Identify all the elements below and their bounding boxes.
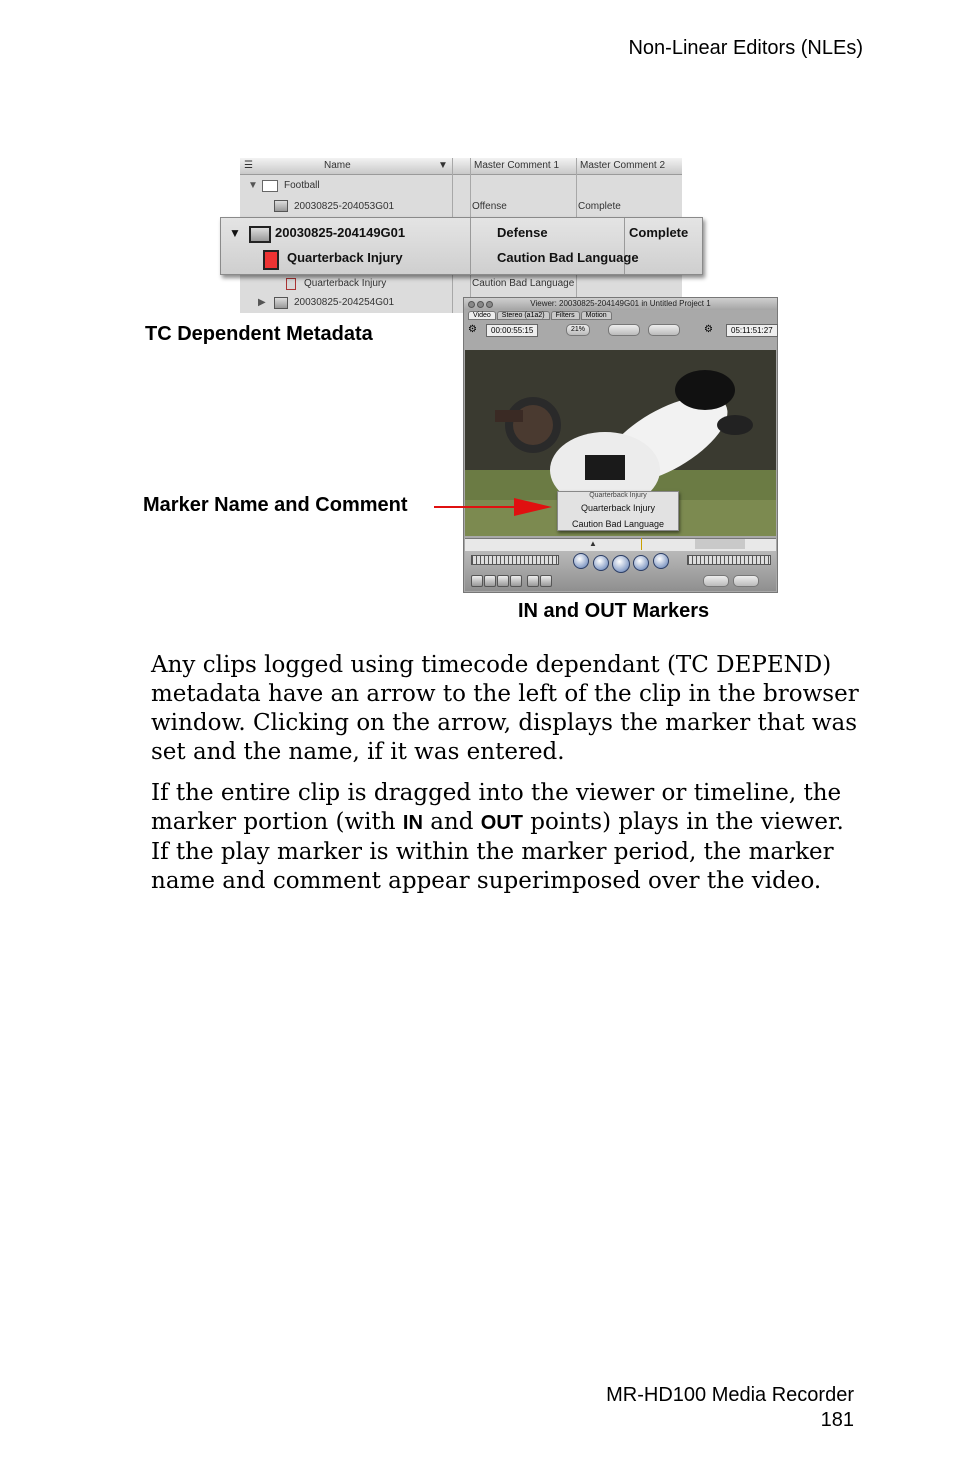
zoom-clip-name: 20030825-204149G01 — [275, 225, 406, 240]
footer-product: MR-HD100 Media Recorder — [606, 1384, 854, 1406]
clip-icon — [249, 226, 271, 243]
add-keyframe-icon — [497, 575, 509, 587]
jog-control — [687, 555, 771, 565]
timecode-duration: 00:00:55:15 — [486, 324, 538, 337]
tab-motion: Motion — [581, 311, 612, 320]
clip-name: 20030825-204053G01 — [294, 201, 395, 212]
view-popup — [608, 324, 640, 336]
marker-comment: Caution Bad Language — [472, 278, 575, 289]
column-master-comment-1: Master Comment 1 — [474, 160, 560, 171]
sort-arrow-icon: ▼ — [438, 160, 448, 171]
in-point-marker-icon: ▲ — [589, 539, 597, 548]
generator-popup — [733, 575, 759, 587]
tab-filters: Filters — [551, 311, 580, 320]
out-point-marker-icon — [695, 539, 745, 549]
folder-icon — [262, 180, 278, 192]
callout-arrow-icon — [434, 496, 556, 520]
zoom-comment-2: Complete — [629, 225, 689, 240]
running-footer — [606, 1383, 854, 1433]
mark-clip-icon — [484, 575, 496, 587]
zoom-marker-name: Quarterback Injury — [287, 250, 403, 265]
paragraph-2 — [151, 779, 861, 896]
paragraph-2-text-b: and — [422, 809, 481, 835]
tab-stereo: Stereo (a1a2) — [497, 311, 550, 320]
zoom-comment-1-line-1: Defense — [497, 225, 548, 240]
page-number: 181 — [820, 1409, 854, 1431]
clip-icon — [274, 297, 288, 309]
bin-name: Football — [284, 180, 320, 191]
marker-name: Quarterback Injury — [304, 278, 387, 289]
overlay-popup — [648, 324, 680, 336]
callout-in-out-markers: IN and OUT Markers — [518, 600, 710, 622]
clip-icon — [274, 200, 288, 212]
transport-controls — [465, 551, 776, 591]
callout-marker-name-comment: Marker Name and Comment — [143, 494, 408, 516]
play-in-out-icon — [593, 555, 609, 571]
clip-comment-2: Complete — [578, 201, 621, 212]
overlay-marker-comment: Caution Bad Language — [571, 519, 665, 529]
viewer-title: Viewer: 20030825-204149G01 in Untitled Project 1 — [530, 299, 711, 308]
paragraph-2-text-a: If the entire clip is dragged into the viewer or timeline, the marker portion (with — [151, 780, 842, 835]
timecode-icon: ⚙ — [704, 324, 713, 335]
column-master-comment-2: Master Comment 2 — [580, 160, 666, 171]
browser-menu-icon: ☰ — [244, 160, 253, 171]
play-icon — [612, 555, 630, 573]
zoom-comment-1-line-2: Caution Bad Language — [497, 250, 639, 265]
timecode-current: 05:11:51:27 — [726, 324, 778, 337]
viewer-screenshot — [463, 297, 778, 593]
marker-icon — [263, 250, 279, 270]
browser-column-header — [240, 158, 682, 175]
column-name: Name — [324, 160, 351, 171]
shuttle-control — [471, 555, 559, 565]
marker-icon — [286, 278, 296, 290]
browser-zoom-detail — [220, 217, 703, 275]
clip-comment-1: Offense — [472, 201, 507, 212]
zoom-popup: 21% — [566, 324, 590, 336]
viewer-title-bar — [464, 298, 777, 310]
paragraph-1: Any clips logged using timecode dependant (TC DEPEND) metadata have an arrow to the left of the clip in the browser window. Clicking on the arrow, displays the marker that was set and the name, if it was entered. — [151, 652, 859, 765]
in-keyword: IN — [402, 812, 423, 834]
callout-tc-dependent-metadata: TC Dependent Metadata — [145, 323, 373, 345]
tab-video: Video — [468, 311, 496, 320]
prev-edit-icon — [573, 553, 589, 569]
recent-clips-popup — [703, 575, 729, 587]
playhead-icon — [641, 538, 642, 550]
mark-out-icon — [540, 575, 552, 587]
scrubber-bar — [465, 538, 776, 552]
out-keyword: OUT — [480, 812, 523, 834]
paragraph-2-text-c: points) plays in the viewer. If the play marker is within the marker period, the marker name and comment appear superimposed over the video. — [151, 809, 844, 894]
running-header: Non-Linear Editors (NLEs) — [628, 37, 863, 59]
overlay-header: Quarterback Injury — [589, 492, 647, 499]
viewer-tabs — [468, 311, 613, 321]
marker-overlay — [557, 491, 679, 531]
disclosure-triangle-open-icon: ▼ — [229, 226, 241, 240]
clip-name: 20030825-204254G01 — [294, 297, 395, 308]
add-marker-icon — [510, 575, 522, 587]
next-edit-icon — [653, 553, 669, 569]
duration-icon: ⚙ — [468, 324, 477, 335]
mark-in-icon — [527, 575, 539, 587]
overlay-marker-name: Quarterback Injury — [580, 503, 656, 513]
disclosure-triangle-closed-icon: ▶ — [258, 297, 266, 308]
match-frame-icon — [471, 575, 483, 587]
disclosure-triangle-open-icon: ▼ — [248, 180, 258, 191]
play-around-icon — [633, 555, 649, 571]
